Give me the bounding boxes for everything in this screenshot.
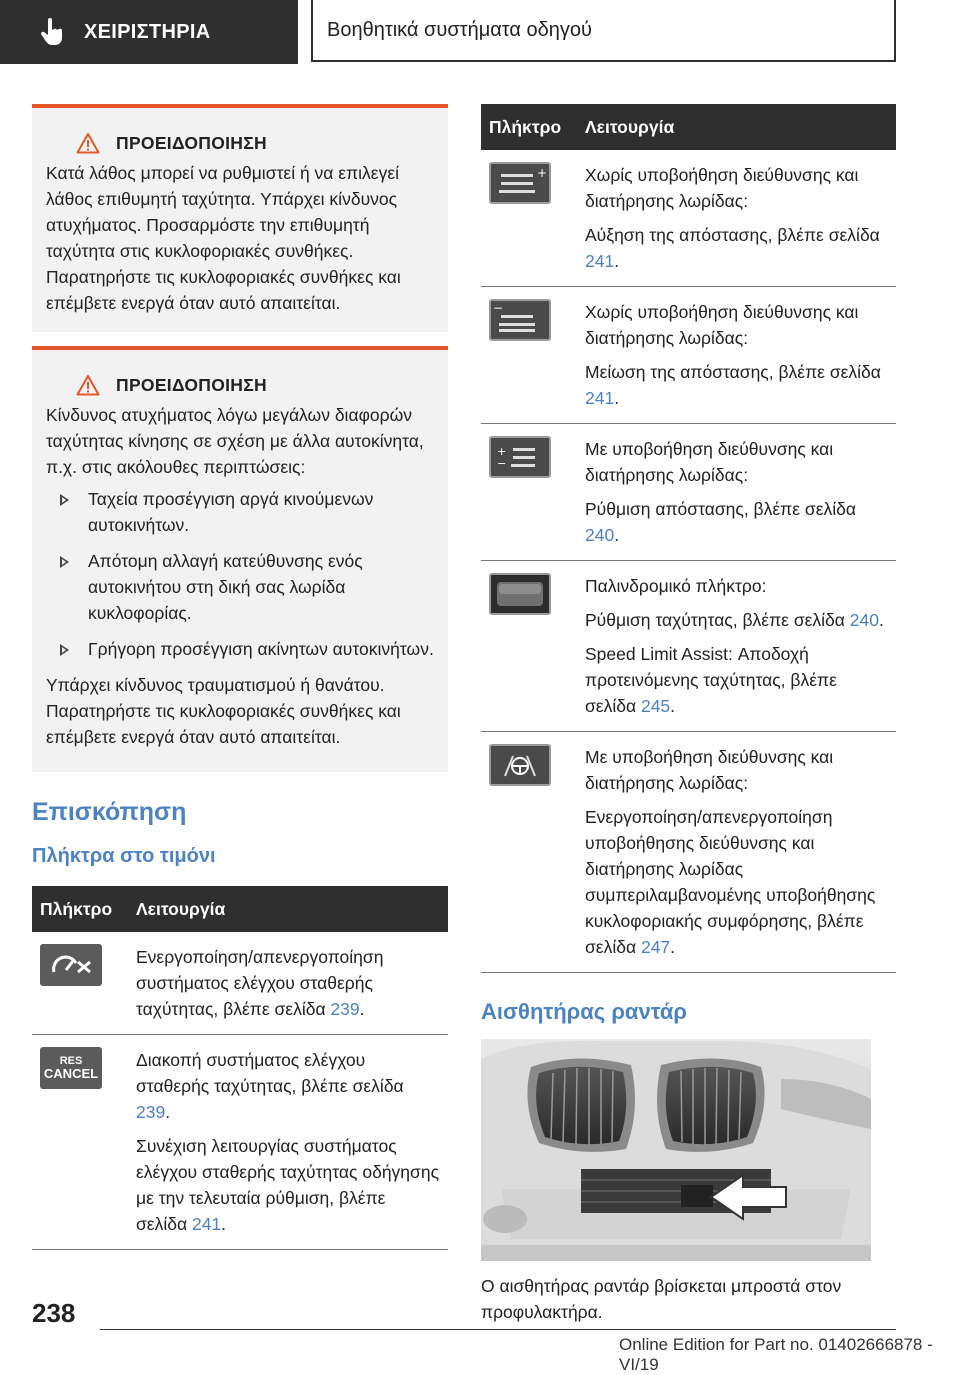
- icon-label: RES: [59, 1055, 83, 1067]
- radar-sensor-photo: [481, 1039, 871, 1261]
- list-item: [46, 636, 436, 662]
- warning-header: [46, 130, 436, 156]
- warning-intro: Κίνδυνος ατυχήματος λόγω μεγάλων διαφορών ταχύτητας κίνησης σε σχέση με άλλα αυτοκίνητα, π.χ. στις ακόλουθες περιπτώσεις:: [46, 405, 424, 477]
- table-row: [481, 287, 896, 424]
- page-ref-link[interactable]: 241: [191, 1214, 222, 1234]
- column-header-key: Πλήκτρο: [481, 104, 577, 150]
- icon-label: CANCEL: [43, 1066, 99, 1081]
- page-ref-link[interactable]: 247: [640, 937, 671, 957]
- function-text: Χωρίς υποβοήθηση διεύθυνσης και διατήρησης λωρίδας:: [585, 302, 859, 348]
- warning-list: [46, 486, 436, 662]
- page-ref-link[interactable]: 240: [585, 525, 615, 545]
- svg-text:+: +: [537, 166, 548, 180]
- page-ref-link[interactable]: 241: [585, 251, 615, 271]
- column-header-key: Πλήκτρο: [32, 886, 128, 932]
- svg-text:+: +: [497, 445, 507, 458]
- warning-box-speed: [32, 104, 448, 332]
- list-item: [46, 486, 436, 538]
- key-cell: [481, 424, 577, 561]
- page-ref-link[interactable]: 240: [849, 610, 879, 630]
- section-tab[interactable]: [311, 0, 896, 62]
- key-cell: [481, 287, 577, 424]
- function-text: Μείωση της απόστασης, βλέπε σελίδα 241.: [585, 362, 881, 408]
- section-title: Βοηθητικά συστήματα οδηγού: [327, 18, 592, 41]
- warning-box-accident: [32, 346, 448, 772]
- key-cell: [481, 561, 577, 732]
- warning-triangle-icon: [76, 374, 100, 396]
- table-row: [32, 1035, 448, 1250]
- res-cancel-icon: [40, 1047, 102, 1089]
- function-cell: [577, 287, 896, 424]
- table-header-row: [481, 104, 896, 150]
- footer-edition: Online Edition for Part no. 01402666878 - VI/19: [619, 1335, 933, 1374]
- warning-title: ΠΡΟΕΙΔΟΠΟΙΗΣΗ: [116, 375, 267, 395]
- function-text: Συνέχιση λειτουργίας συστήματος ελέγχου σταθερής ταχύτητας οδήγησης με την τελευταία ρύθμιση, βλέπε σελίδα 241.: [136, 1136, 440, 1234]
- function-text: Ενεργοποίηση/απενεργοποίηση υποβοήθησης διεύθυνσης και διατήρησης λωρίδας συμπεριλαμβανομένης υποβοήθησης κυκλοφοριακής συμφόρησης, βλέπε σελίδα 247.: [585, 807, 876, 957]
- hand-pointer-icon: [40, 18, 66, 46]
- warning-triangle-icon: [76, 132, 100, 154]
- warning-text: Κατά λάθος μπορεί να ρυθμιστεί ή να επιλεγεί λάθος επιθυμητή ταχύτητα. Υπάρχει κίνδυνος ατυχήματος. Προσαρμόστε την επιθυμητή ταχύτητα στις κυκλοφοριακές συνθήκες. Παρατηρήστε τις κυκλοφοριακές συνθήκες και επέμβετε ενεργά όταν αυτό απαιτείται.: [46, 163, 401, 313]
- list-item-text: Γρήγορη προσέγγιση ακίνητων αυτοκινήτων.: [88, 639, 434, 659]
- steering-keys-table-continued: [481, 104, 896, 973]
- function-cell: [577, 150, 896, 287]
- section-heading-radar: Αισθητήρας ραντάρ: [481, 999, 688, 1024]
- bullet-triangle-icon: [60, 644, 69, 656]
- distance-decrease-icon: [489, 299, 551, 341]
- function-text: Ρύθμιση ταχύτητας, βλέπε σελίδα 240.: [585, 610, 884, 630]
- function-cell: [577, 732, 896, 973]
- footer-rule: [100, 1329, 896, 1330]
- table-row: [481, 424, 896, 561]
- key-cell: [481, 732, 577, 973]
- steering-keys-table: [32, 886, 448, 1250]
- table-header-row: [32, 886, 448, 932]
- cruise-control-on-off-icon: [40, 944, 102, 986]
- chapter-title: ΧΕΙΡΙΣΤΗΡΙΑ: [84, 20, 211, 43]
- radar-caption: Ο αισθητήρας ραντάρ βρίσκεται μπροστά στον προφυλακτήρα.: [481, 1276, 842, 1322]
- list-item-text: Απότομη αλλαγή κατεύθυνσης ενός αυτοκινήτου στη δική σας λωρίδα κυκλοφορίας.: [88, 551, 363, 623]
- steering-assist-icon: [489, 744, 551, 786]
- function-text: Με υποβοήθηση διεύθυνσης και διατήρησης λωρίδας:: [585, 747, 834, 793]
- warning-header: [46, 372, 436, 398]
- distance-adjust-icon: [489, 436, 551, 478]
- list-item-text: Ταχεία προσέγγιση αργά κινούμενων αυτοκινήτων.: [88, 489, 374, 535]
- page-ref-link[interactable]: 239: [136, 1102, 166, 1122]
- function-text: Ενεργοποίηση/απενεργοποίηση συστήματος ελέγχου σταθερής ταχύτητας, βλέπε σελίδα 239.: [136, 947, 384, 1019]
- key-cell: [32, 932, 128, 1035]
- svg-text:−: −: [497, 457, 507, 470]
- function-cell: [577, 424, 896, 561]
- svg-text:−: −: [493, 301, 504, 315]
- list-item: [46, 548, 436, 626]
- page-ref-link[interactable]: 241: [585, 388, 615, 408]
- section-heading-overview: Επισκόπηση: [32, 798, 187, 826]
- table-row: [481, 561, 896, 732]
- table-row: [32, 932, 448, 1035]
- warning-outro: Υπάρχει κίνδυνος τραυματισμού ή θανάτου. Παρατηρήστε τις κυκλοφοριακές συνθήκες και επέμβετε ενεργά όταν αυτό απαιτείται.: [46, 675, 401, 747]
- left-column: [32, 104, 448, 1250]
- table-row: [481, 150, 896, 287]
- page-ref-link[interactable]: 239: [330, 999, 360, 1019]
- rocker-switch-icon: [489, 573, 551, 615]
- page-header: [0, 0, 960, 66]
- function-cell: [128, 1035, 448, 1250]
- right-column: [481, 104, 896, 1325]
- subheading-steering-keys: Πλήκτρα στο τιμόνι: [32, 845, 216, 867]
- function-text: Speed Limit Assist: Αποδοχή προτεινόμενης ταχύτητας, βλέπε σελίδα 245.: [585, 644, 837, 716]
- function-text: Παλινδρομικό πλήκτρο:: [585, 576, 767, 596]
- function-text: Χωρίς υποβοήθηση διεύθυνσης και διατήρησης λωρίδας:: [585, 165, 859, 211]
- bullet-triangle-icon: [60, 556, 69, 568]
- key-cell: [481, 150, 577, 287]
- chapter-tab[interactable]: [0, 0, 298, 64]
- key-cell: [32, 1035, 128, 1250]
- function-text: Αύξηση της απόστασης, βλέπε σελίδα 241.: [585, 225, 880, 271]
- function-text: Διακοπή συστήματος ελέγχου σταθερής ταχύτητας, βλέπε σελίδα 239.: [136, 1050, 404, 1122]
- function-text: Ρύθμιση απόστασης, βλέπε σελίδα 240.: [585, 499, 856, 545]
- function-text: Με υποβοήθηση διεύθυνσης και διατήρησης λωρίδας:: [585, 439, 834, 485]
- column-header-function: Λειτουργία: [128, 886, 448, 932]
- distance-increase-icon: [489, 162, 551, 204]
- function-cell: [128, 932, 448, 1035]
- warning-title: ΠΡΟΕΙΔΟΠΟΙΗΣΗ: [116, 133, 267, 153]
- page-ref-link[interactable]: 245: [640, 696, 671, 716]
- page-number: 238: [32, 1298, 76, 1328]
- bullet-triangle-icon: [60, 494, 69, 506]
- function-cell: [577, 561, 896, 732]
- column-header-function: Λειτουργία: [577, 104, 896, 150]
- table-row: [481, 732, 896, 973]
